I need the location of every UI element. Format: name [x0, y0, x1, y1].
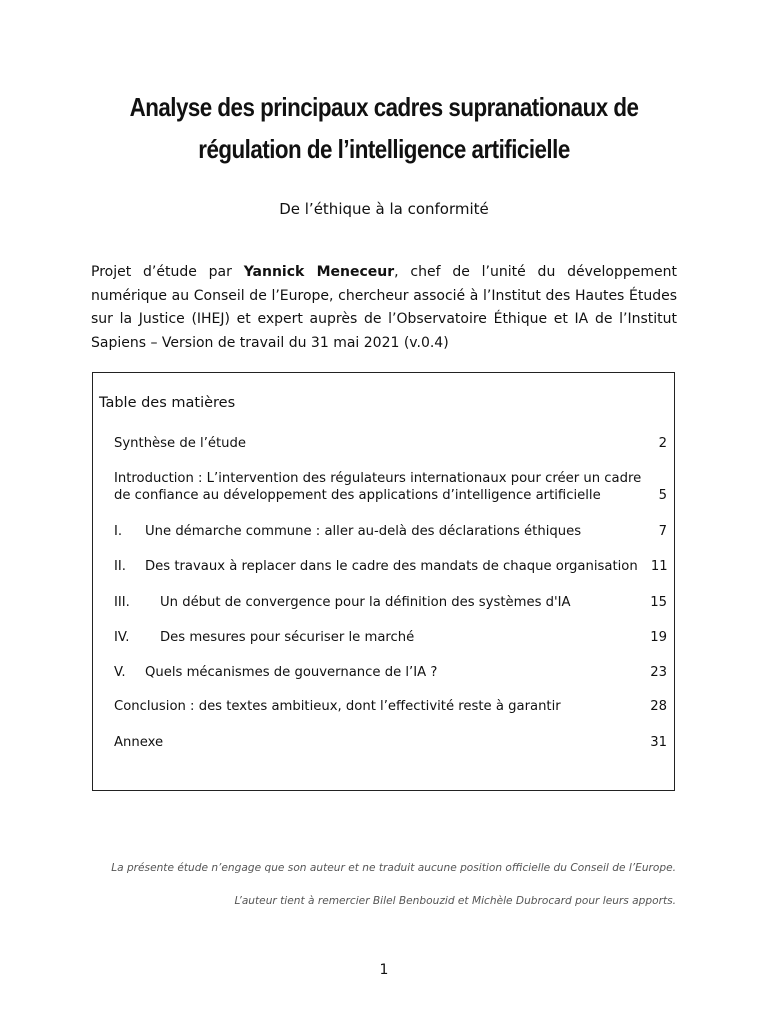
toc-entry-text — [114, 594, 637, 611]
toc-entry-label: Une démarche commune : aller au-delà des déclarations éthiques — [145, 524, 582, 539]
toc-entry-page: 5 — [658, 488, 667, 503]
table-of-contents — [92, 372, 675, 791]
toc-entry-section-5[interactable] — [114, 664, 667, 681]
acknowledgement-note: L’auteur tient à remercier Bilel Benbouzid et Michèle Dubrocard pour leurs apports. — [234, 895, 676, 907]
intro-prefix: Projet d’étude par — [91, 264, 244, 280]
toc-entry-page: 31 — [650, 735, 667, 750]
toc-entry-label: Quels mécanismes de gouvernance de l’IA ? — [145, 665, 438, 680]
toc-entry-label: Introduction : L’intervention des régulateurs internationaux pour créer un cadre de confiance au développement des applications d’intelligence artificielle — [114, 471, 642, 503]
toc-entry-number: II. — [114, 559, 126, 574]
toc-entry-number: III. — [114, 595, 130, 610]
toc-entry-section-1[interactable] — [114, 523, 667, 540]
toc-entry-text — [114, 523, 637, 540]
page-number: 1 — [379, 962, 389, 978]
toc-entry-label: Des travaux à replacer dans le cadre des mandats de chaque organisation — [145, 559, 638, 574]
toc-entry-page: 11 — [650, 559, 668, 574]
title-line-2: régulation de l’intelligence artificielle — [198, 134, 570, 164]
toc-entry-page: 2 — [658, 436, 667, 451]
toc-entry-page: 23 — [650, 665, 667, 680]
toc-entry-section-4[interactable] — [114, 629, 667, 646]
toc-heading: Table des matières — [99, 395, 236, 411]
toc-entry-page: 19 — [650, 630, 667, 645]
toc-entry-introduction[interactable] — [114, 470, 667, 504]
toc-entry-section-2[interactable] — [114, 558, 667, 575]
toc-entry-synthese[interactable] — [114, 435, 667, 452]
toc-entry-label: Annexe — [114, 735, 164, 750]
toc-entry-page: 28 — [650, 699, 667, 714]
document-title — [54, 86, 714, 170]
title-line-1: Analyse des principaux cadres supranationaux de — [129, 92, 639, 122]
toc-entry-annexe[interactable] — [114, 734, 667, 751]
toc-entry-label: Des mesures pour sécuriser le marché — [160, 630, 415, 645]
toc-entry-label: Synthèse de l’étude — [114, 436, 247, 451]
author-name: Yannick Meneceur — [243, 264, 395, 280]
toc-entry-text — [114, 629, 637, 646]
document-subtitle: De l’éthique à la conformité — [279, 200, 489, 218]
toc-entry-label: Conclusion : des textes ambitieux, dont l’effectivité reste à garantir — [114, 699, 561, 714]
toc-entry-number: V. — [114, 665, 126, 680]
toc-entry-page: 15 — [650, 595, 667, 610]
toc-entry-section-3[interactable] — [114, 594, 667, 611]
disclaimer-note: La présente étude n’engage que son auteur et ne traduit aucune position officielle du Conseil de l’Europe. — [111, 862, 676, 874]
toc-entry-page: 7 — [658, 524, 667, 539]
toc-entry-text — [114, 664, 637, 681]
intro-suffix: , chef de l’unité du développement numérique au Conseil de l’Europe, chercheur associé à l’Institut des Hautes Études sur la Justice (IHEJ) et expert auprès de l’Observatoire Éthique et IA de l’Institut Sapiens – Version de travail du 31 mai 2021 (v.0.4) — [91, 264, 677, 351]
toc-entry-text — [114, 558, 638, 575]
toc-entry-conclusion[interactable] — [114, 698, 667, 715]
toc-entry-number: I. — [114, 524, 123, 539]
intro-paragraph — [91, 261, 677, 355]
toc-entry-label: Un début de convergence pour la définition des systèmes d'IA — [160, 595, 571, 610]
toc-entry-number: IV. — [114, 630, 130, 645]
